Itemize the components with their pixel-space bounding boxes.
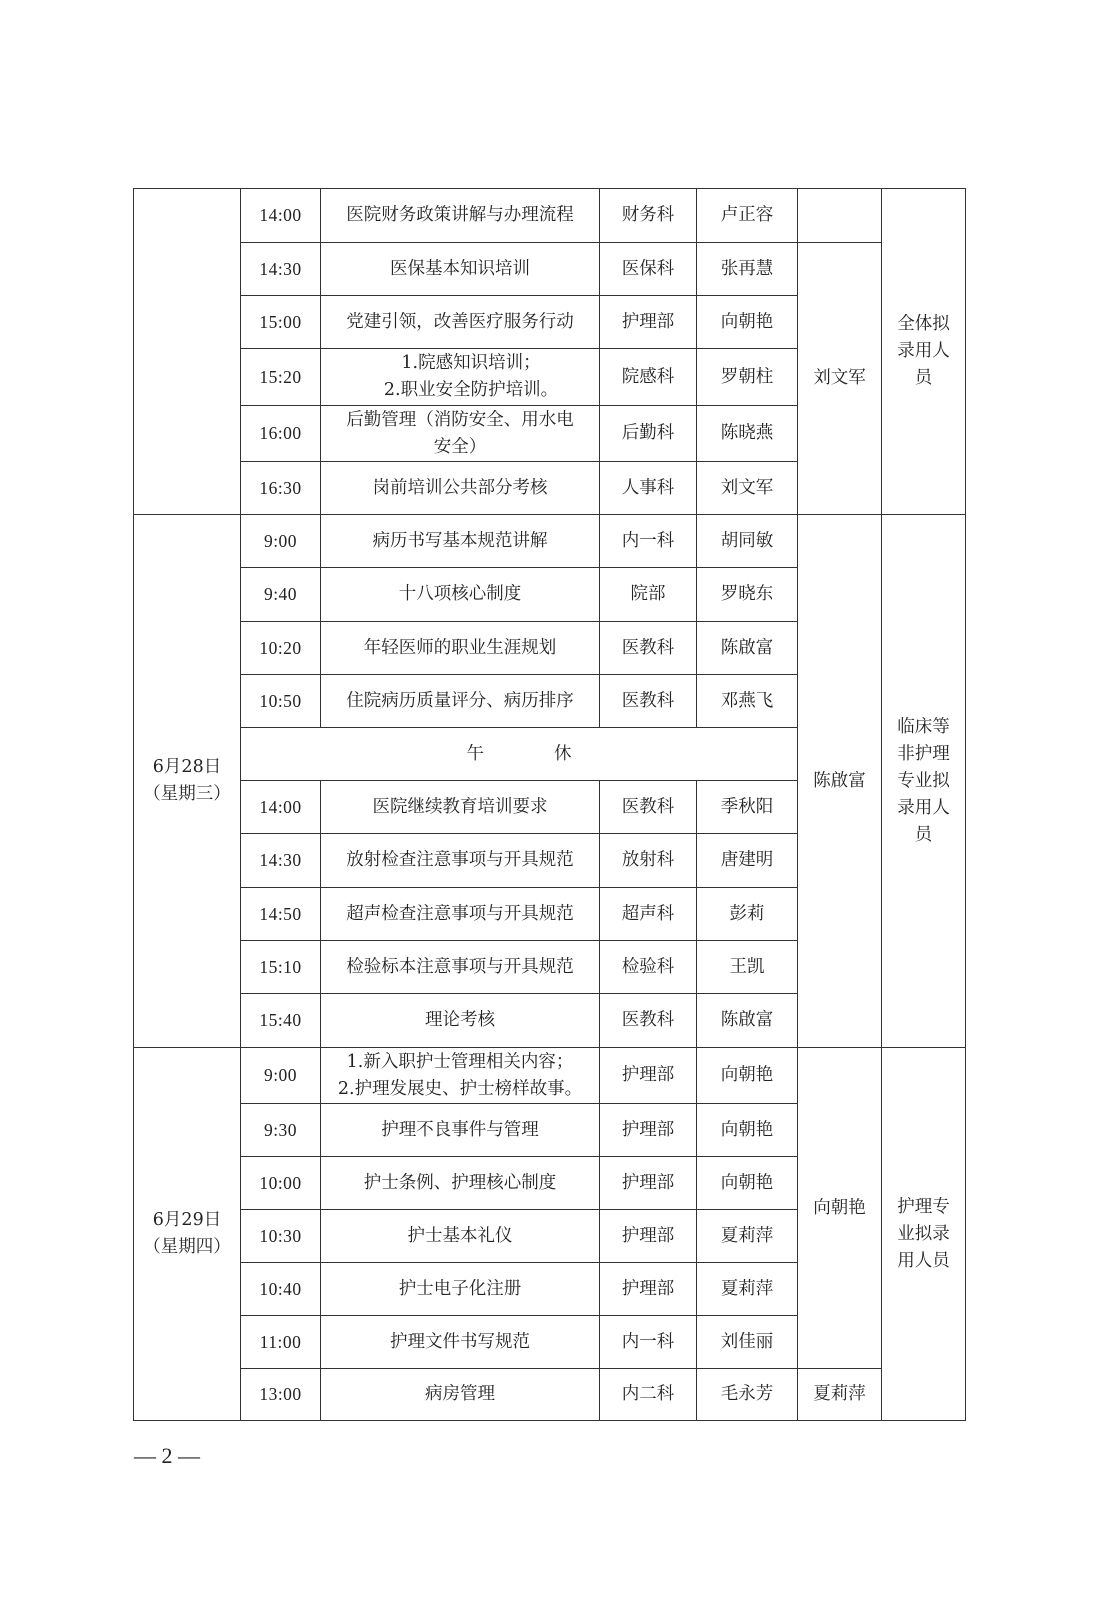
time-cell: 9:40 — [241, 568, 321, 622]
speaker-cell: 罗晓东 — [697, 568, 798, 622]
page-number: — 2 — — [134, 1443, 200, 1468]
topic-cell: 检验标本注意事项与开具规范 — [321, 941, 600, 994]
time-cell: 10:20 — [241, 622, 321, 675]
dept-cell: 人事科 — [600, 462, 697, 515]
speaker-cell: 向朝艳 — [697, 1104, 798, 1157]
table-row — [134, 1369, 966, 1421]
host-cell: 夏莉萍 — [798, 1369, 882, 1421]
time-cell: 10:00 — [241, 1157, 321, 1210]
speaker-cell: 罗朝柱 — [697, 349, 798, 406]
speaker-cell: 向朝艳 — [697, 1048, 798, 1104]
speaker-cell: 唐建明 — [697, 834, 798, 888]
time-cell: 15:10 — [241, 941, 321, 994]
table-row — [134, 515, 966, 568]
topic-cell: 1.院感知识培训； 2.职业安全防护培训。 — [321, 349, 600, 406]
speaker-cell: 陈啟富 — [697, 622, 798, 675]
topic-cell: 1.新入职护士管理相关内容； 2.护理发展史、护士榜样故事。 — [321, 1048, 600, 1104]
audience-cell: 护理专 业拟录 用人员 — [882, 1048, 966, 1421]
time-cell: 10:30 — [241, 1210, 321, 1263]
speaker-cell: 季秋阳 — [697, 781, 798, 834]
topic-cell: 护士条例、护理核心制度 — [321, 1157, 600, 1210]
topic-cell: 病房管理 — [321, 1369, 600, 1421]
topic-cell: 理论考核 — [321, 994, 600, 1048]
speaker-cell: 夏莉萍 — [697, 1210, 798, 1263]
time-cell: 16:00 — [241, 406, 321, 462]
dept-cell: 院部 — [600, 568, 697, 622]
topic-cell: 医院继续教育培训要求 — [321, 781, 600, 834]
dept-cell: 内一科 — [600, 515, 697, 568]
date-cell: 6月28日 （星期三） — [134, 515, 241, 1048]
date-cell: 6月29日 （星期四） — [134, 1048, 241, 1421]
topic-cell: 医院财务政策讲解与办理流程 — [321, 189, 600, 243]
date-cell — [134, 189, 241, 515]
topic-cell: 十八项核心制度 — [321, 568, 600, 622]
speaker-cell: 王凯 — [697, 941, 798, 994]
audience-cell: 全体拟 录用人 员 — [882, 189, 966, 515]
dept-cell: 护理部 — [600, 1104, 697, 1157]
speaker-cell: 向朝艳 — [697, 296, 798, 349]
dept-cell: 护理部 — [600, 296, 697, 349]
dept-cell: 院感科 — [600, 349, 697, 406]
dept-cell: 医教科 — [600, 622, 697, 675]
speaker-cell: 刘佳丽 — [697, 1316, 798, 1369]
speaker-cell: 毛永芳 — [697, 1369, 798, 1421]
time-cell: 14:00 — [241, 781, 321, 834]
speaker-cell: 刘文军 — [697, 462, 798, 515]
dept-cell: 护理部 — [600, 1210, 697, 1263]
dept-cell: 护理部 — [600, 1048, 697, 1104]
time-cell: 11:00 — [241, 1316, 321, 1369]
table-row — [134, 189, 966, 243]
speaker-cell: 夏莉萍 — [697, 1263, 798, 1316]
dept-cell: 检验科 — [600, 941, 697, 994]
table-row — [134, 243, 966, 296]
time-cell: 14:30 — [241, 834, 321, 888]
speaker-cell: 向朝艳 — [697, 1157, 798, 1210]
host-cell: 陈啟富 — [798, 515, 882, 1048]
time-cell: 14:50 — [241, 888, 321, 941]
speaker-cell: 陈晓燕 — [697, 406, 798, 462]
dept-cell: 护理部 — [600, 1263, 697, 1316]
lunch-break-cell: 午 休 — [241, 728, 798, 781]
dept-cell: 放射科 — [600, 834, 697, 888]
dept-cell: 后勤科 — [600, 406, 697, 462]
dept-cell: 超声科 — [600, 888, 697, 941]
speaker-cell: 胡同敏 — [697, 515, 798, 568]
dept-cell: 内一科 — [600, 1316, 697, 1369]
topic-cell: 护理文件书写规范 — [321, 1316, 600, 1369]
time-cell: 14:00 — [241, 189, 321, 243]
topic-cell: 病历书写基本规范讲解 — [321, 515, 600, 568]
topic-cell: 放射检查注意事项与开具规范 — [321, 834, 600, 888]
topic-cell: 岗前培训公共部分考核 — [321, 462, 600, 515]
time-cell: 9:00 — [241, 515, 321, 568]
topic-cell: 后勤管理（消防安全、用水电 安全） — [321, 406, 600, 462]
time-cell: 15:00 — [241, 296, 321, 349]
dept-cell: 财务科 — [600, 189, 697, 243]
speaker-cell: 卢正容 — [697, 189, 798, 243]
speaker-cell: 陈啟富 — [697, 994, 798, 1048]
host-cell: 向朝艳 — [798, 1048, 882, 1369]
dept-cell: 内二科 — [600, 1369, 697, 1421]
dept-cell: 医教科 — [600, 675, 697, 728]
time-cell: 14:30 — [241, 243, 321, 296]
host-cell: 刘文军 — [798, 243, 882, 515]
time-cell: 15:40 — [241, 994, 321, 1048]
speaker-cell: 彭莉 — [697, 888, 798, 941]
topic-cell: 党建引领，改善医疗服务行动 — [321, 296, 600, 349]
time-cell: 15:20 — [241, 349, 321, 406]
speaker-cell: 张再慧 — [697, 243, 798, 296]
time-cell: 9:00 — [241, 1048, 321, 1104]
dept-cell: 医教科 — [600, 994, 697, 1048]
dept-cell: 医教科 — [600, 781, 697, 834]
speaker-cell: 邓燕飞 — [697, 675, 798, 728]
topic-cell: 住院病历质量评分、病历排序 — [321, 675, 600, 728]
time-cell: 10:50 — [241, 675, 321, 728]
time-cell: 16:30 — [241, 462, 321, 515]
dept-cell: 医保科 — [600, 243, 697, 296]
time-cell: 13:00 — [241, 1369, 321, 1421]
topic-cell: 护理不良事件与管理 — [321, 1104, 600, 1157]
host-cell — [798, 189, 882, 243]
table-row — [134, 1048, 966, 1104]
time-cell: 10:40 — [241, 1263, 321, 1316]
dept-cell: 护理部 — [600, 1157, 697, 1210]
time-cell: 9:30 — [241, 1104, 321, 1157]
topic-cell: 年轻医师的职业生涯规划 — [321, 622, 600, 675]
training-schedule-table — [133, 188, 966, 1421]
topic-cell: 超声检查注意事项与开具规范 — [321, 888, 600, 941]
topic-cell: 护士基本礼仪 — [321, 1210, 600, 1263]
audience-cell: 临床等 非护理 专业拟 录用人 员 — [882, 515, 966, 1048]
topic-cell: 护士电子化注册 — [321, 1263, 600, 1316]
topic-cell: 医保基本知识培训 — [321, 243, 600, 296]
